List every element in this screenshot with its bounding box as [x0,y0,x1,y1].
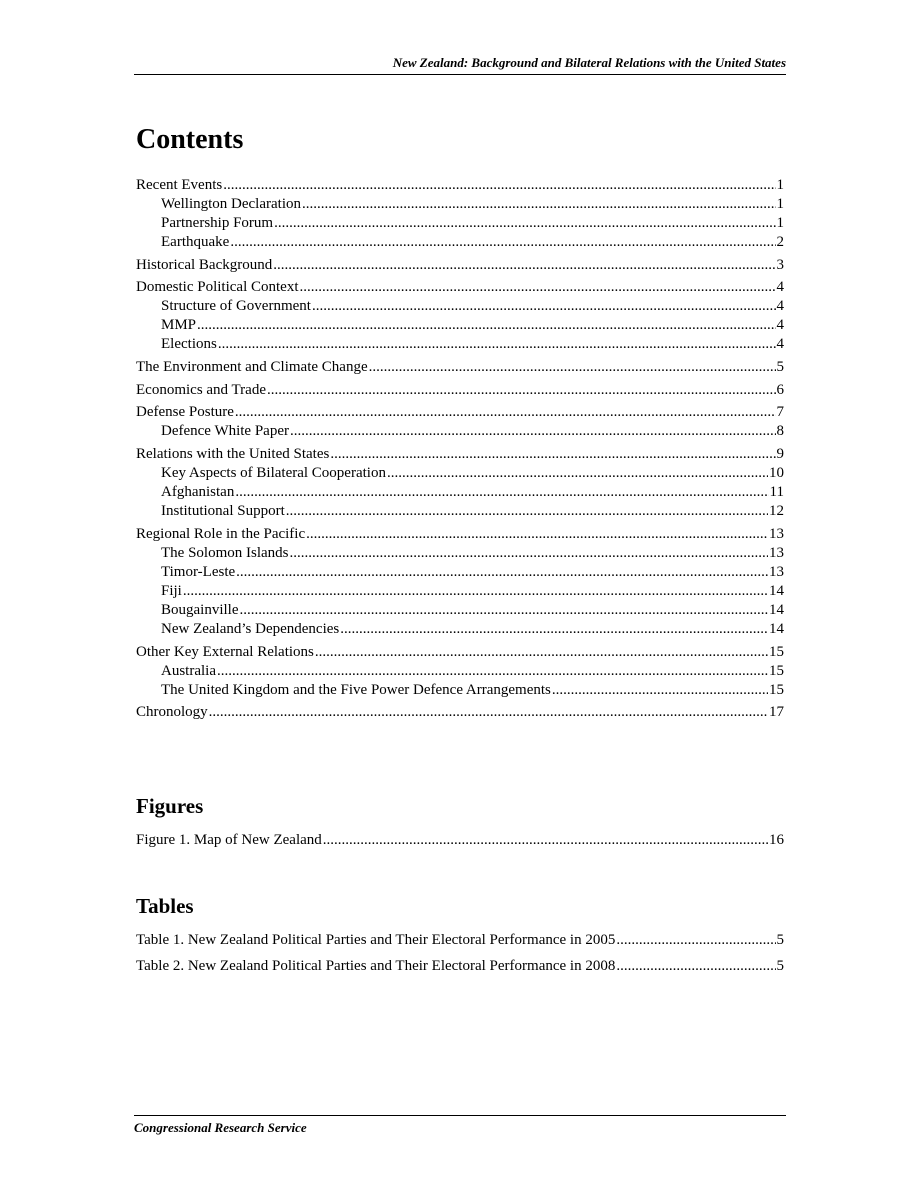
toc-entry[interactable] [136,703,784,722]
leader-dots [302,195,776,214]
toc-entry[interactable] [136,563,784,582]
toc-entry-page: 12 [769,503,784,520]
toc-entry-page: 6 [776,381,784,398]
toc-entry-title: The United Kingdom and the Five Power Defence Arrangements [161,681,551,698]
toc-entry-title: Domestic Political Context [136,279,299,296]
toc-entry-page: 11 [769,484,784,501]
toc-entry-page: 13 [769,544,784,561]
toc-entry-title: Australia [161,662,216,679]
toc-entry-page: 3 [776,256,784,273]
toc-entry-page: 4 [776,279,784,296]
toc-entry-title: The Solomon Islands [161,544,289,561]
toc-entry-title: Structure of Government [161,298,311,315]
toc-entry[interactable] [136,483,784,502]
toc-entry[interactable] [136,233,784,252]
toc-entry[interactable] [136,582,784,601]
leader-dots [183,582,768,601]
toc-entry-page: 5 [776,359,784,376]
toc-entry[interactable] [136,214,784,233]
toc-entry-page: 14 [769,620,784,637]
toc-entry-title: Key Aspects of Bilateral Cooperation [161,465,386,482]
leader-dots [240,601,769,620]
toc-entry[interactable] [136,278,784,297]
toc-entry-page: 7 [776,404,784,421]
table-entry-title: Table 2. New Zealand Political Parties and Their Electoral Performance in 2008 [136,958,616,974]
leader-dots [340,620,768,639]
leader-dots [312,297,776,316]
leader-dots [306,525,768,544]
toc-entry-page: 13 [769,563,784,580]
leader-dots [236,563,768,582]
toc-entry[interactable] [136,422,784,441]
toc-entry[interactable] [136,335,784,354]
leader-dots [235,483,768,502]
leader-dots [223,176,775,195]
toc-entry-title: Defence White Paper [161,423,289,440]
leader-dots [323,831,768,850]
toc-entry[interactable] [136,195,784,214]
table-entry[interactable] [136,957,784,976]
leader-dots [552,681,768,700]
toc-entry-page: 4 [776,298,784,315]
toc-entry-page: 8 [776,423,784,440]
figure-entry-page: 16 [769,832,784,848]
toc-entry[interactable] [136,176,784,195]
leader-dots [299,278,775,297]
tables-title: Tables [136,894,194,918]
toc-entry-title: Economics and Trade [136,381,266,398]
toc-entry[interactable] [136,403,784,422]
toc-entry-page: 15 [769,662,784,679]
contents-title: Contents [136,124,244,155]
toc-entry-title: Afghanistan [161,484,235,501]
toc-entry[interactable] [136,620,784,639]
running-header: New Zealand: Background and Bilateral Relations with the United States [134,55,786,75]
toc-entry-page: 2 [776,234,784,250]
figures-list [136,831,784,850]
leader-dots [273,256,775,275]
toc-entry-title: The Environment and Climate Change [136,359,368,376]
leader-dots [217,662,768,681]
figure-entry-title: Figure 1. Map of New Zealand [136,832,322,848]
tables-list [136,931,784,976]
toc-entry-title: Relations with the United States [136,446,330,463]
leader-dots [616,931,775,950]
toc-entry-page: 15 [769,681,784,698]
toc-entry-title: Regional Role in the Pacific [136,525,306,542]
toc-entry-title: Fiji [161,582,182,599]
toc-entry-title: New Zealand’s Dependencies [161,620,340,637]
table-of-contents [136,176,784,722]
toc-entry[interactable] [136,297,784,316]
toc-entry-page: 17 [769,704,784,721]
running-footer: Congressional Research Service [134,1115,786,1136]
table-entry-page: 5 [776,958,784,974]
toc-entry-title: Defense Posture [136,404,234,421]
toc-entry[interactable] [136,643,784,662]
toc-entry-page: 9 [776,446,784,463]
toc-entry-title: Institutional Support [161,503,285,520]
toc-entry[interactable] [136,316,784,335]
leader-dots [286,502,768,521]
leader-dots [197,316,775,335]
toc-entry-page: 14 [769,582,784,599]
leader-dots [235,403,776,422]
toc-entry-page: 14 [769,601,784,618]
toc-entry-title: Partnership Forum [161,215,274,231]
toc-entry-title: MMP [161,317,197,334]
toc-entry[interactable] [136,662,784,681]
toc-entry-title: Timor-Leste [161,563,236,580]
table-entry-page: 5 [776,932,784,948]
toc-entry-title: Bougainville [161,601,239,618]
toc-entry-page: 1 [776,215,784,231]
toc-entry[interactable] [136,445,784,464]
leader-dots [230,233,775,252]
table-entry-title: Table 1. New Zealand Political Parties and Their Electoral Performance in 2005 [136,932,616,948]
toc-entry[interactable] [136,681,784,700]
figure-entry[interactable] [136,831,784,850]
toc-entry-title: Chronology [136,704,208,721]
toc-entry-page: 10 [769,465,784,482]
toc-entry-title: Elections [161,336,217,353]
toc-entry-title: Recent Events [136,177,223,193]
leader-dots [267,381,776,400]
leader-dots [330,445,775,464]
leader-dots [218,335,776,354]
toc-entry[interactable] [136,525,784,544]
toc-entry-title: Earthquake [161,234,230,250]
toc-entry[interactable] [136,502,784,521]
toc-entry[interactable] [136,464,784,483]
toc-entry[interactable] [136,601,784,620]
leader-dots [274,214,775,233]
toc-entry-page: 4 [776,317,784,334]
leader-dots [387,464,768,483]
toc-entry[interactable] [136,381,784,400]
toc-entry-page: 15 [769,643,784,660]
figures-title: Figures [136,794,204,818]
leader-dots [209,703,768,722]
toc-entry[interactable] [136,358,784,377]
toc-entry-title: Historical Background [136,256,273,273]
toc-entry-title: Other Key External Relations [136,643,314,660]
leader-dots [290,422,776,441]
toc-entry[interactable] [136,256,784,275]
toc-entry-page: 1 [776,177,784,193]
toc-entry-page: 13 [769,525,784,542]
leader-dots [315,643,768,662]
toc-entry-page: 1 [776,196,784,212]
toc-entry-page: 4 [776,336,784,353]
leader-dots [290,544,769,563]
leader-dots [369,358,776,377]
toc-entry-title: Wellington Declaration [161,196,301,212]
leader-dots [616,957,775,976]
toc-entry[interactable] [136,544,784,563]
table-entry[interactable] [136,931,784,950]
